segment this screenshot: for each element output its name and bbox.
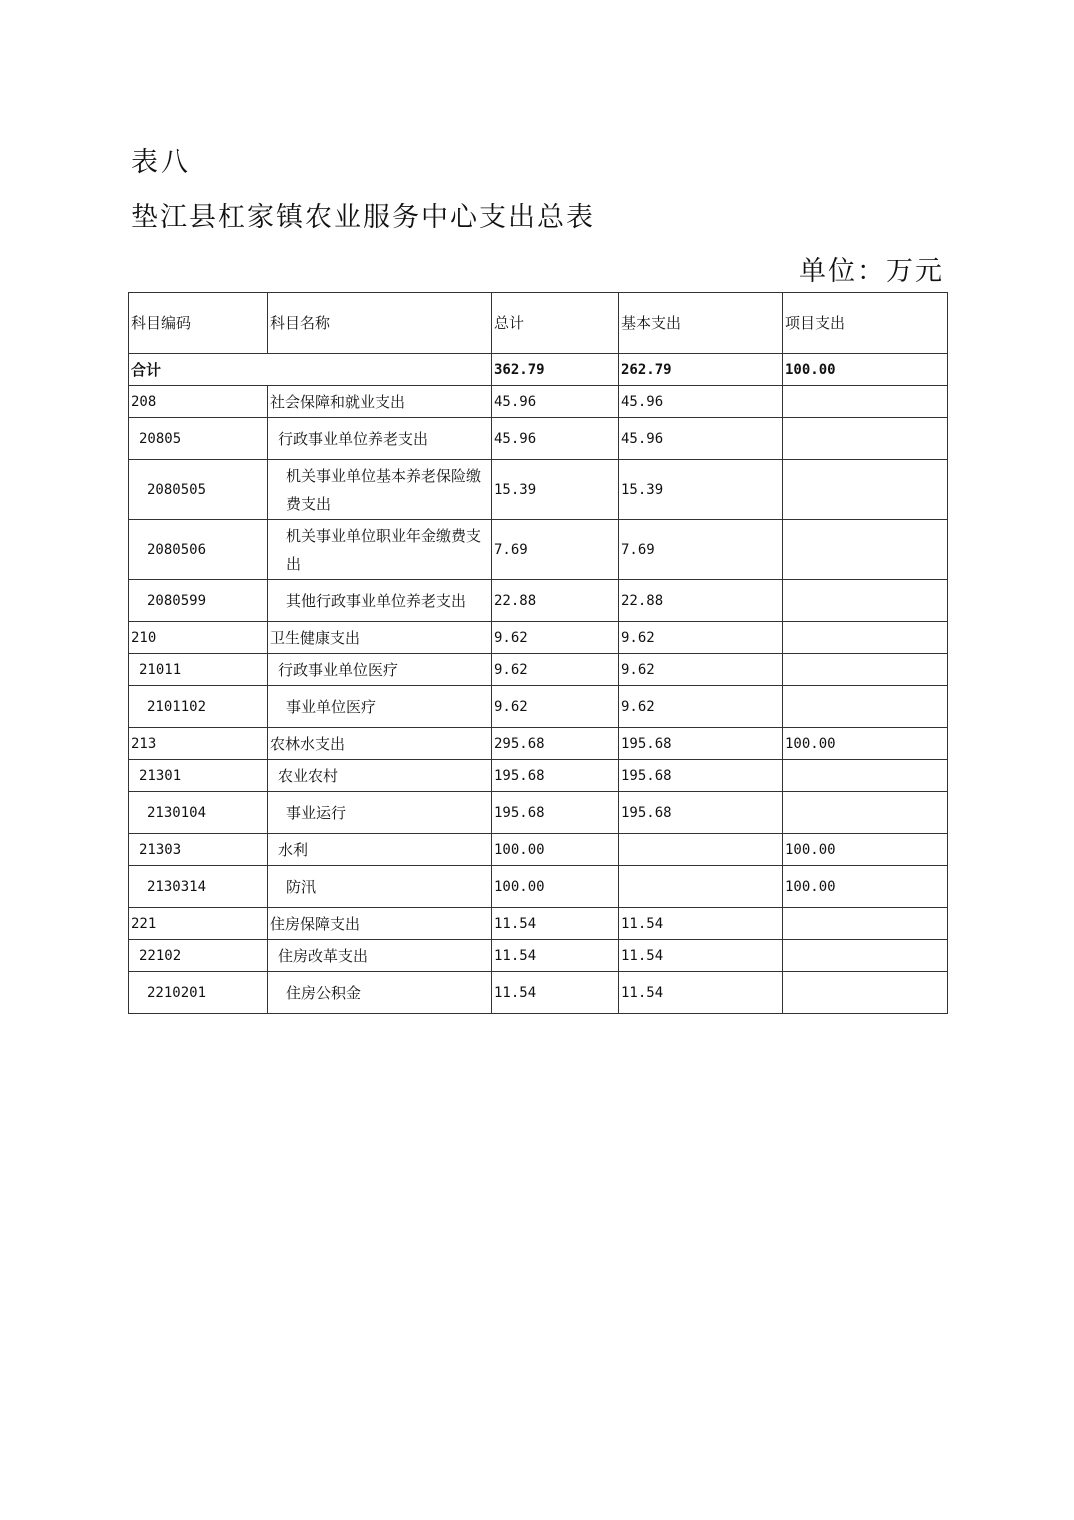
unit-label: 单位：万元 bbox=[799, 256, 944, 287]
row-project bbox=[783, 686, 948, 728]
row-project bbox=[783, 908, 948, 940]
row-total: 9.62 bbox=[492, 686, 619, 728]
row-basic: 15.39 bbox=[619, 460, 783, 520]
row-basic: 195.68 bbox=[619, 792, 783, 834]
table-row bbox=[129, 418, 948, 460]
table-label: 表八 bbox=[131, 147, 191, 178]
row-basic: 7.69 bbox=[619, 520, 783, 580]
row-total: 195.68 bbox=[492, 760, 619, 792]
row-name: 住房公积金 bbox=[268, 972, 492, 1014]
row-name: 行政事业单位医疗 bbox=[268, 654, 492, 686]
row-code: 2210201 bbox=[129, 972, 268, 1014]
header-name: 科目名称 bbox=[268, 293, 492, 354]
table-row bbox=[129, 760, 948, 792]
row-basic: 195.68 bbox=[619, 760, 783, 792]
table-header-row bbox=[129, 293, 948, 354]
total-label: 合计 bbox=[129, 354, 492, 386]
row-basic: 9.62 bbox=[619, 686, 783, 728]
table-row bbox=[129, 908, 948, 940]
header-basic: 基本支出 bbox=[619, 293, 783, 354]
row-total: 11.54 bbox=[492, 908, 619, 940]
row-project: 100.00 bbox=[783, 728, 948, 760]
row-code: 210 bbox=[129, 622, 268, 654]
table-row bbox=[129, 972, 948, 1014]
row-total: 15.39 bbox=[492, 460, 619, 520]
row-code: 2130104 bbox=[129, 792, 268, 834]
row-name: 社会保障和就业支出 bbox=[268, 386, 492, 418]
table-row bbox=[129, 686, 948, 728]
row-basic: 22.88 bbox=[619, 580, 783, 622]
row-project bbox=[783, 792, 948, 834]
row-project: 100.00 bbox=[783, 834, 948, 866]
row-total: 295.68 bbox=[492, 728, 619, 760]
row-total: 45.96 bbox=[492, 418, 619, 460]
row-name: 事业单位医疗 bbox=[268, 686, 492, 728]
header-project: 项目支出 bbox=[783, 293, 948, 354]
table-row bbox=[129, 654, 948, 686]
table-row bbox=[129, 386, 948, 418]
row-code: 2080599 bbox=[129, 580, 268, 622]
row-basic: 45.96 bbox=[619, 418, 783, 460]
row-code: 2101102 bbox=[129, 686, 268, 728]
row-name: 防汛 bbox=[268, 866, 492, 908]
row-project bbox=[783, 418, 948, 460]
row-basic: 11.54 bbox=[619, 940, 783, 972]
table-row bbox=[129, 940, 948, 972]
row-project bbox=[783, 972, 948, 1014]
page-title: 垫江县杠家镇农业服务中心支出总表 bbox=[131, 202, 595, 233]
row-total: 195.68 bbox=[492, 792, 619, 834]
row-name: 卫生健康支出 bbox=[268, 622, 492, 654]
row-code: 21301 bbox=[129, 760, 268, 792]
row-name: 机关事业单位基本养老保险缴费支出 bbox=[268, 460, 492, 520]
expenditure-table bbox=[128, 292, 948, 1014]
row-project bbox=[783, 940, 948, 972]
table-row bbox=[129, 792, 948, 834]
row-total: 9.62 bbox=[492, 622, 619, 654]
row-total: 7.69 bbox=[492, 520, 619, 580]
row-project bbox=[783, 580, 948, 622]
row-code: 20805 bbox=[129, 418, 268, 460]
row-total: 45.96 bbox=[492, 386, 619, 418]
row-total: 11.54 bbox=[492, 940, 619, 972]
row-code: 2080505 bbox=[129, 460, 268, 520]
row-name: 事业运行 bbox=[268, 792, 492, 834]
row-total: 11.54 bbox=[492, 972, 619, 1014]
row-name: 农林水支出 bbox=[268, 728, 492, 760]
row-name: 住房改革支出 bbox=[268, 940, 492, 972]
row-basic: 45.96 bbox=[619, 386, 783, 418]
row-name: 其他行政事业单位养老支出 bbox=[268, 580, 492, 622]
total-row bbox=[129, 354, 948, 386]
row-project bbox=[783, 460, 948, 520]
table-row bbox=[129, 622, 948, 654]
header-code: 科目编码 bbox=[129, 293, 268, 354]
row-basic: 11.54 bbox=[619, 908, 783, 940]
row-total: 100.00 bbox=[492, 834, 619, 866]
row-basic bbox=[619, 834, 783, 866]
row-total: 22.88 bbox=[492, 580, 619, 622]
row-project bbox=[783, 622, 948, 654]
row-code: 21303 bbox=[129, 834, 268, 866]
row-name: 住房保障支出 bbox=[268, 908, 492, 940]
row-project: 100.00 bbox=[783, 866, 948, 908]
row-name: 农业农村 bbox=[268, 760, 492, 792]
row-code: 213 bbox=[129, 728, 268, 760]
row-code: 221 bbox=[129, 908, 268, 940]
total-basic: 262.79 bbox=[619, 354, 783, 386]
row-project bbox=[783, 760, 948, 792]
row-project bbox=[783, 520, 948, 580]
table-row bbox=[129, 728, 948, 760]
row-basic: 195.68 bbox=[619, 728, 783, 760]
table-row bbox=[129, 866, 948, 908]
row-code: 21011 bbox=[129, 654, 268, 686]
row-name: 行政事业单位养老支出 bbox=[268, 418, 492, 460]
table-row bbox=[129, 580, 948, 622]
table-row bbox=[129, 520, 948, 580]
total-project: 100.00 bbox=[783, 354, 948, 386]
table-row bbox=[129, 460, 948, 520]
total-total: 362.79 bbox=[492, 354, 619, 386]
row-total: 9.62 bbox=[492, 654, 619, 686]
row-project bbox=[783, 654, 948, 686]
header-total: 总计 bbox=[492, 293, 619, 354]
row-code: 2080506 bbox=[129, 520, 268, 580]
row-name: 机关事业单位职业年金缴费支出 bbox=[268, 520, 492, 580]
row-project bbox=[783, 386, 948, 418]
row-code: 22102 bbox=[129, 940, 268, 972]
row-code: 208 bbox=[129, 386, 268, 418]
row-basic bbox=[619, 866, 783, 908]
row-code: 2130314 bbox=[129, 866, 268, 908]
table-row bbox=[129, 834, 948, 866]
row-name: 水利 bbox=[268, 834, 492, 866]
row-basic: 9.62 bbox=[619, 622, 783, 654]
row-total: 100.00 bbox=[492, 866, 619, 908]
row-basic: 11.54 bbox=[619, 972, 783, 1014]
row-basic: 9.62 bbox=[619, 654, 783, 686]
